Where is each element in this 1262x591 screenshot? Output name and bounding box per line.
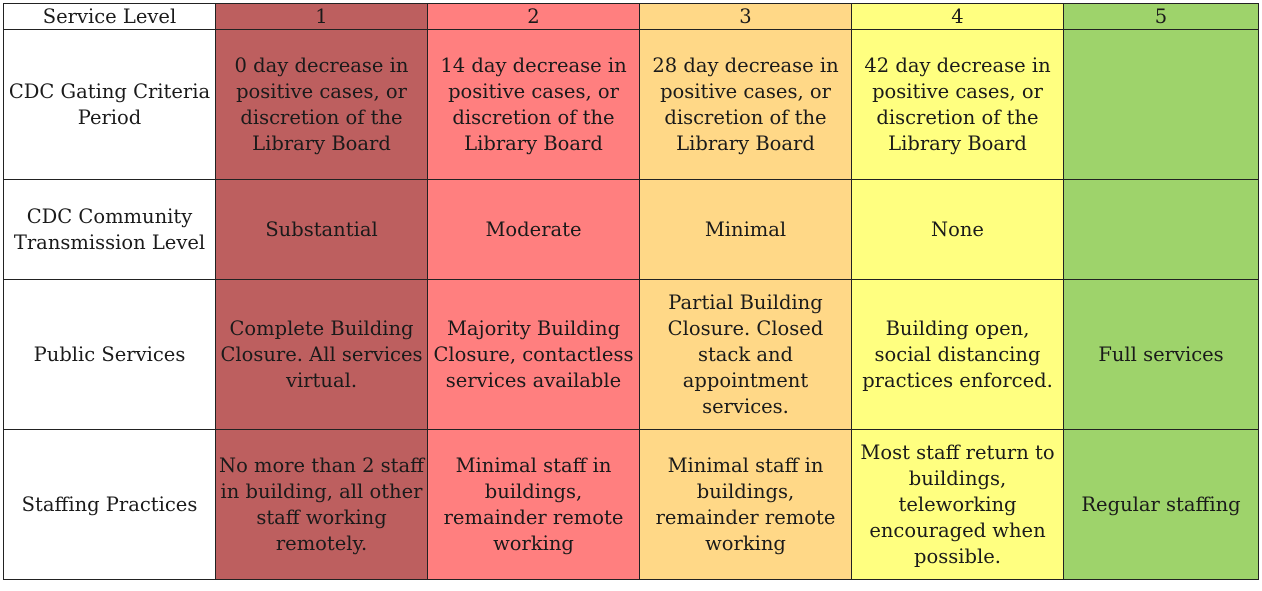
table-row-public-services	[4, 280, 1259, 430]
service-level-table	[3, 3, 1259, 580]
transmission-level-1: Substantial	[216, 180, 428, 280]
public-services-level-3: Partial Building Closure. Closed stack and appointment services.	[640, 280, 852, 430]
transmission-level-3: Minimal	[640, 180, 852, 280]
public-services-level-1: Complete Building Closure. All services virtual.	[216, 280, 428, 430]
staffing-level-3: Minimal staff in buildings, remainder remote working	[640, 430, 852, 580]
table-row-transmission	[4, 180, 1259, 280]
gating-level-1: 0 day decrease in positive cases, or discretion of the Library Board	[216, 30, 428, 180]
header-label: Service Level	[4, 4, 216, 30]
row-label-transmission: CDC Community Transmission Level	[4, 180, 216, 280]
level-2-header: 2	[428, 4, 640, 30]
gating-level-5	[1064, 30, 1259, 180]
gating-level-3: 28 day decrease in positive cases, or discretion of the Library Board	[640, 30, 852, 180]
gating-level-4: 42 day decrease in positive cases, or discretion of the Library Board	[852, 30, 1064, 180]
transmission-level-4: None	[852, 180, 1064, 280]
row-label-gating-criteria: CDC Gating Criteria Period	[4, 30, 216, 180]
table-row-staffing	[4, 430, 1259, 580]
public-services-level-4: Building open, social distancing practices enforced.	[852, 280, 1064, 430]
transmission-level-2: Moderate	[428, 180, 640, 280]
level-1-header: 1	[216, 4, 428, 30]
staffing-level-1: No more than 2 staff in building, all other staff working remotely.	[216, 430, 428, 580]
level-5-header: 5	[1064, 4, 1259, 30]
transmission-level-5	[1064, 180, 1259, 280]
gating-level-2: 14 day decrease in positive cases, or discretion of the Library Board	[428, 30, 640, 180]
row-label-public-services: Public Services	[4, 280, 216, 430]
staffing-level-2: Minimal staff in buildings, remainder remote working	[428, 430, 640, 580]
staffing-level-5: Regular staffing	[1064, 430, 1259, 580]
table-row-gating-criteria	[4, 30, 1259, 180]
staffing-level-4: Most staff return to buildings, teleworking encouraged when possible.	[852, 430, 1064, 580]
row-label-staffing: Staffing Practices	[4, 430, 216, 580]
level-3-header: 3	[640, 4, 852, 30]
header-row	[4, 4, 1259, 30]
public-services-level-2: Majority Building Closure, contactless services available	[428, 280, 640, 430]
level-4-header: 4	[852, 4, 1064, 30]
public-services-level-5: Full services	[1064, 280, 1259, 430]
